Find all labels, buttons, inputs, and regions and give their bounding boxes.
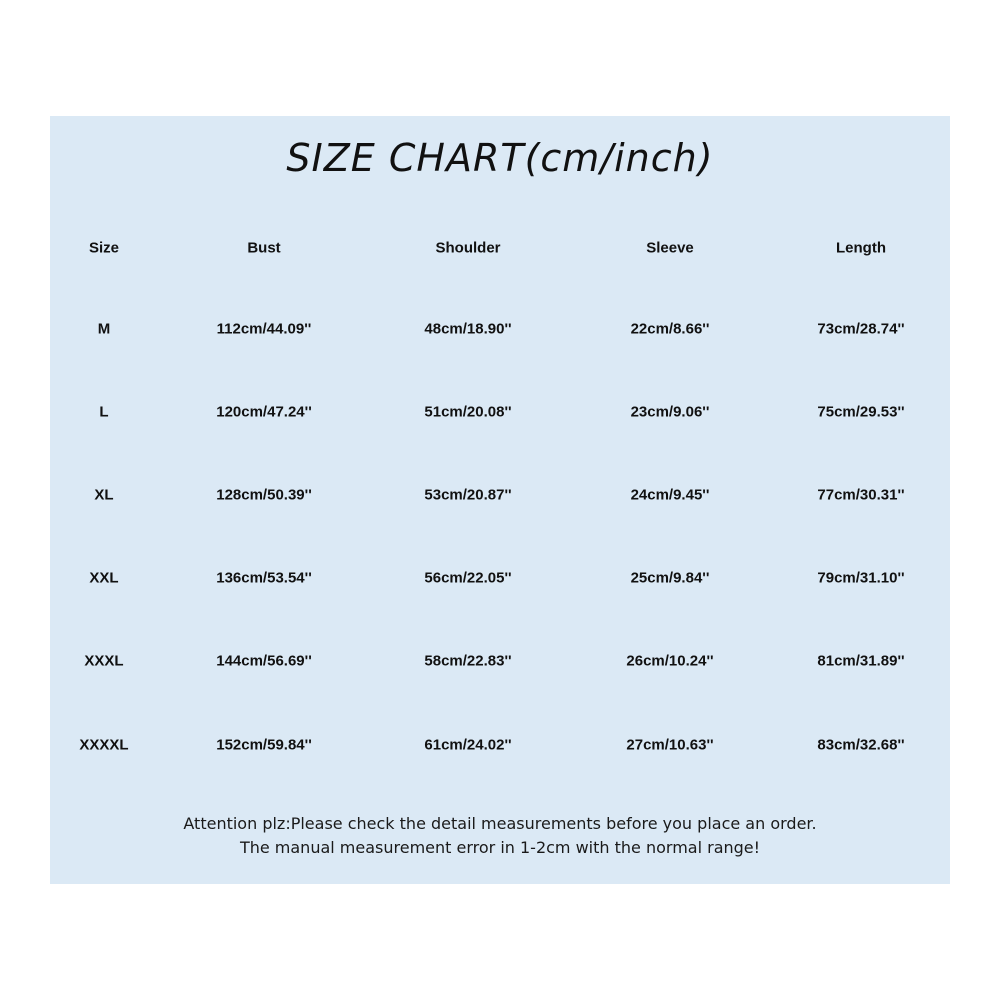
cell-length: 79cm/31.10'': [817, 569, 905, 587]
header-shoulder: Shoulder: [435, 239, 501, 257]
chart-title: SIZE CHART(cm/inch): [286, 136, 714, 180]
cell-bust: 112cm/44.09'': [216, 320, 312, 338]
cell-length: 73cm/28.74'': [817, 320, 905, 338]
cell-bust: 144cm/56.69'': [216, 652, 312, 670]
error-note: The manual measurement error in 1-2cm with the normal range!: [239, 838, 761, 857]
cell-shoulder: 51cm/20.08'': [424, 403, 512, 421]
cell-length: 75cm/29.53'': [817, 403, 905, 421]
cell-size: L: [99, 403, 109, 421]
cell-sleeve: 22cm/8.66'': [630, 320, 710, 338]
cell-sleeve: 26cm/10.24'': [626, 652, 714, 670]
header-sleeve: Sleeve: [646, 239, 694, 257]
cell-sleeve: 24cm/9.45'': [630, 486, 710, 504]
cell-length: 77cm/30.31'': [817, 486, 905, 504]
cell-size: XL: [94, 486, 114, 504]
size-chart-panel: [50, 116, 950, 884]
cell-size: XXL: [89, 569, 119, 587]
header-bust: Bust: [247, 239, 281, 257]
cell-shoulder: 53cm/20.87'': [424, 486, 512, 504]
cell-bust: 120cm/47.24'': [216, 403, 312, 421]
header-size: Size: [88, 239, 120, 257]
header-length: Length: [836, 239, 886, 257]
cell-shoulder: 56cm/22.05'': [424, 569, 512, 587]
cell-size: M: [97, 320, 111, 338]
cell-bust: 128cm/50.39'': [216, 486, 312, 504]
cell-bust: 136cm/53.54'': [216, 569, 312, 587]
cell-size: XXXL: [84, 652, 124, 670]
cell-length: 81cm/31.89'': [817, 652, 905, 670]
cell-size: XXXXL: [79, 736, 129, 754]
cell-length: 83cm/32.68'': [817, 736, 905, 754]
cell-sleeve: 25cm/9.84'': [630, 569, 710, 587]
cell-shoulder: 48cm/18.90'': [424, 320, 512, 338]
attention-note: Attention plz:Please check the detail measurements before you place an order.: [183, 814, 817, 833]
cell-sleeve: 23cm/9.06'': [630, 403, 710, 421]
cell-shoulder: 58cm/22.83'': [424, 652, 512, 670]
cell-bust: 152cm/59.84'': [216, 736, 312, 754]
cell-shoulder: 61cm/24.02'': [424, 736, 512, 754]
cell-sleeve: 27cm/10.63'': [626, 736, 714, 754]
